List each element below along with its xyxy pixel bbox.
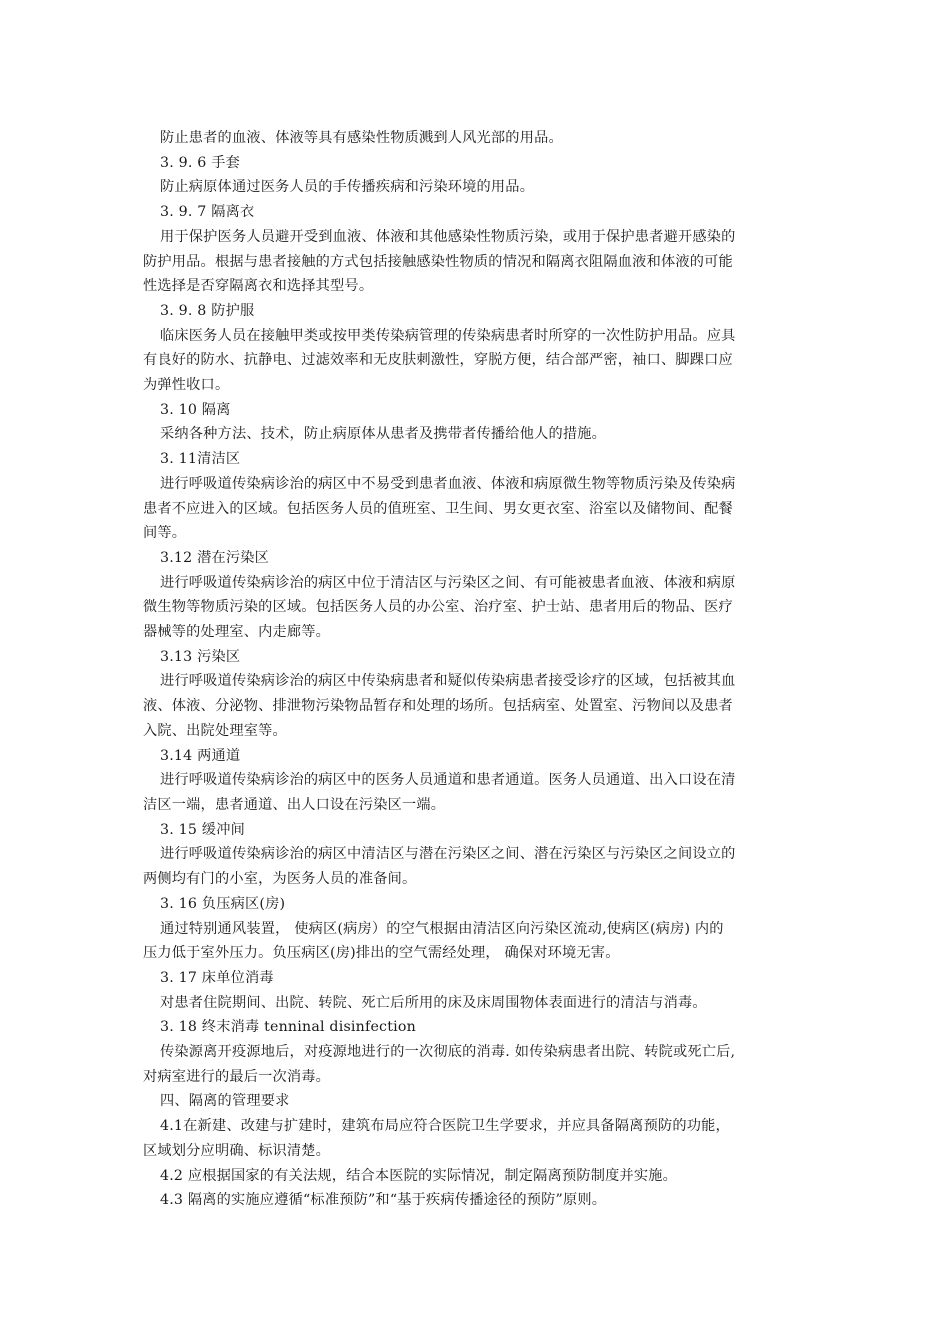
text-line: 有良好的防水、抗静电、过滤效率和无皮肤刺激性，穿脱方便，结合部严密，袖口、脚踝口应 xyxy=(143,352,733,369)
text-line: 防止患者的血液、体液等具有感染性物质溅到人风光部的用品。 xyxy=(160,130,563,146)
section-heading: 3. 15 缓冲间 xyxy=(160,821,245,838)
section-heading: 3.12 潜在污染区 xyxy=(160,549,270,566)
section-heading: 3. 9. 8 防护服 xyxy=(160,302,255,319)
text-line: 区域划分应明确、标识清楚。 xyxy=(143,1142,331,1159)
text-line: 微生物等物质污染的区域。包括医务人员的办公室、治疗室、护士站、患者用后的物品、医疗 xyxy=(143,599,733,616)
text-line: 进行呼吸道传染病诊治的病区中不易受到患者血液、体液和病原微生物等物质污染及传染病 xyxy=(160,475,736,492)
text-line: 进行呼吸道传染病诊治的病区中位于清洁区与污染区之间、有可能被患者血液、体液和病原 xyxy=(160,574,736,591)
section-heading: 3. 11清洁区 xyxy=(160,451,241,468)
text-line: 入院、出院处理室等。 xyxy=(143,722,287,739)
text-line: 临床医务人员在接触甲类或按甲类传染病管理的传染病患者时所穿的一次性防护用品。应具 xyxy=(160,327,736,344)
section-heading: 4.2 应根据国家的有关法规，结合本医院的实际情况，制定隔离预防制度并实施。 xyxy=(160,1167,678,1184)
text-line: 防止病原体通过医务人员的手传播疾病和污染环境的用品。 xyxy=(160,179,535,196)
section-heading: 3.13 污染区 xyxy=(160,648,241,665)
section-heading: 4.3 隔离的实施应遵循“标准预防”和“基于疾病传播途径的预防”原则。 xyxy=(160,1192,607,1209)
text-line: 对患者住院期间、出院、转院、死亡后所用的床及床周围物体表面进行的清洁与消毒。 xyxy=(160,994,707,1011)
section-heading: 4.1在新建、改建与扩建时，建筑布局应符合医院卫生学要求，并应具备隔离预防的功能， xyxy=(160,1118,730,1135)
text-line: 压力低于室外压力。负压病区(房)排出的空气需经处理， 确保对环境无害。 xyxy=(143,945,620,962)
section-heading: 四、隔离的管理要求 xyxy=(160,1093,290,1110)
section-heading: 3. 18 终末消毒 tenninal disinfection xyxy=(160,1019,416,1036)
section-heading: 3. 9. 6 手套 xyxy=(160,154,241,171)
section-heading: 3. 17 床单位消毒 xyxy=(160,969,274,986)
text-line: 传染源离开疫源地后，对疫源地进行的一次彻底的消毒. 如传染病患者出院、转院或死亡后, xyxy=(160,1044,736,1061)
text-line: 进行呼吸道传染病诊治的病区中传染病患者和疑似传染病患者接受诊疗的区域，包括被其血 xyxy=(160,673,736,690)
text-line: 洁区一端，患者通道、出人口设在污染区一端。 xyxy=(143,796,446,813)
section-heading: 3. 10 隔离 xyxy=(160,401,231,418)
section-heading: 3.14 两通道 xyxy=(160,747,241,764)
text-line: 两侧均有门的小室，为医务人员的准备间。 xyxy=(143,871,417,888)
text-line: 防护用品。根据与患者接触的方式包括接触感染性物质的情况和隔离衣阻隔血液和体液的可能 xyxy=(143,253,733,270)
text-line: 性选择是否穿隔离衣和选择其型号。 xyxy=(143,278,374,295)
text-line: 对病室进行的最后一次消毒。 xyxy=(143,1068,331,1085)
text-line: 通过特别通风装置， 使病区(病房）的空气根据由清洁区向污染区流动,使病区(病房) 内的 xyxy=(160,920,724,937)
text-line: 进行呼吸道传染病诊治的病区中的医务人员通道和患者通道。医务人员通道、出入口设在清 xyxy=(160,772,736,789)
section-heading: 3. 9. 7 隔离衣 xyxy=(160,204,255,221)
text-line: 液、体液、分泌物、排泄物污染物品暂存和处理的场所。包括病室、处置室、污物间以及患者 xyxy=(143,698,733,715)
text-line: 器械等的处理室、内走廊等。 xyxy=(143,624,331,641)
text-line: 采纳各种方法、技术，防止病原体从患者及携带者传播给他人的措施。 xyxy=(160,426,607,443)
text-line: 患者不应进入的区域。包括医务人员的值班室、卫生间、男女更衣室、浴室以及储物间、配餐 xyxy=(143,500,733,517)
text-line: 为弹性收口。 xyxy=(143,377,230,394)
text-line: 用于保护医务人员避开受到血液、体液和其他感染性物质污染，或用于保护患者避开感染的 xyxy=(160,228,736,245)
section-heading: 3. 16 负压病区(房) xyxy=(160,895,286,912)
text-line: 间等。 xyxy=(143,525,187,542)
document-page xyxy=(143,126,811,1213)
text-line: 进行呼吸道传染病诊治的病区中清洁区与潜在污染区之间、潜在污染区与污染区之间设立的 xyxy=(160,846,736,863)
